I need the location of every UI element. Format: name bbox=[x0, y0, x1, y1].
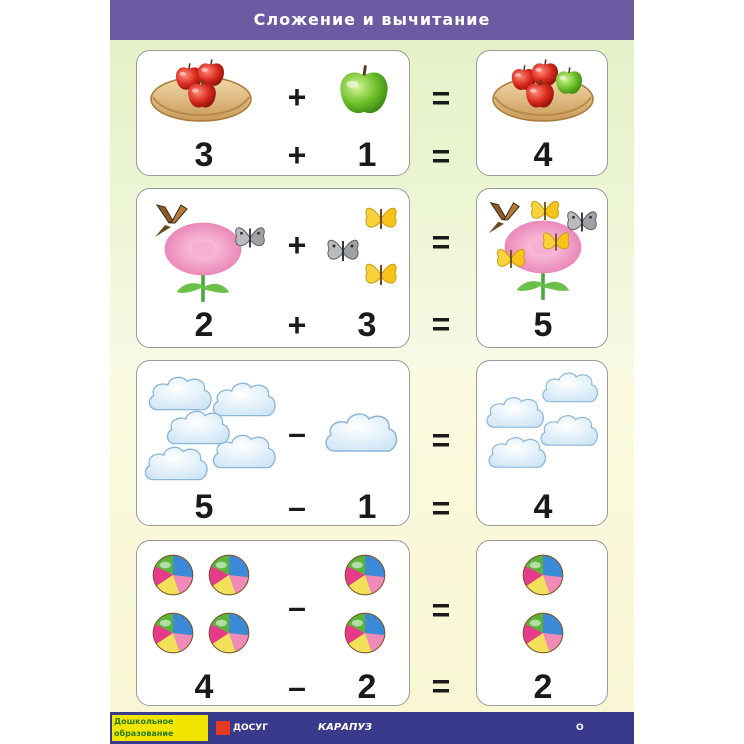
ball-icon bbox=[521, 553, 565, 597]
result-card-row2 bbox=[476, 188, 608, 348]
page-title: Сложение и вычитание bbox=[110, 0, 634, 40]
row1-result-number: 4 bbox=[533, 136, 553, 174]
equation-card-row1 bbox=[136, 50, 410, 176]
row1-right-number: 1 bbox=[357, 136, 377, 174]
footer-bar bbox=[110, 712, 634, 744]
equals-sign-picture-row2: = bbox=[431, 224, 451, 260]
row2-operator: + bbox=[287, 307, 307, 343]
equals-sign-row1: = bbox=[431, 138, 451, 174]
equals-sign-picture-row4: = bbox=[431, 592, 451, 628]
flower-with-butterflies-icon bbox=[147, 197, 275, 309]
ball-icon bbox=[207, 611, 251, 655]
plus-sign: + bbox=[287, 79, 307, 115]
row2-left-number: 2 bbox=[194, 306, 214, 344]
butterflies-icon bbox=[321, 197, 403, 305]
row4-operator: – bbox=[288, 669, 306, 705]
row2-right-number: 3 bbox=[357, 306, 377, 344]
green-apple-icon bbox=[335, 61, 393, 119]
row1-operator: + bbox=[287, 137, 307, 173]
minus-sign-picture-row3: – bbox=[288, 415, 306, 451]
row4-left-number: 4 bbox=[194, 668, 214, 706]
publisher-logo: О bbox=[576, 723, 584, 733]
row3-right-number: 1 bbox=[357, 488, 377, 526]
plus-sign-picture-row2: + bbox=[287, 227, 307, 263]
row1-left-number: 3 bbox=[194, 136, 214, 174]
ball-icon bbox=[343, 611, 387, 655]
flower-with-butterflies-icon bbox=[483, 193, 603, 307]
row3-result-number: 4 bbox=[533, 488, 553, 526]
equation-card-row3 bbox=[136, 360, 410, 526]
equals-sign-row3: = bbox=[431, 490, 451, 526]
row4-result-number: 2 bbox=[533, 668, 553, 706]
ball-icon bbox=[343, 553, 387, 597]
apple-basket-icon bbox=[147, 55, 255, 125]
equation-card-row4 bbox=[136, 540, 410, 706]
cloud-icon bbox=[321, 407, 401, 457]
ball-icon bbox=[207, 553, 251, 597]
equals-sign-picture-row1: = bbox=[431, 80, 451, 116]
ball-icon bbox=[151, 553, 195, 597]
equals-sign-row2: = bbox=[431, 306, 451, 342]
ball-icon bbox=[151, 611, 195, 655]
dosug-logo bbox=[216, 718, 268, 738]
equation-card-row2 bbox=[136, 188, 410, 348]
row3-operator: – bbox=[288, 489, 306, 525]
clouds-group-icon bbox=[141, 369, 297, 487]
result-card-row3 bbox=[476, 360, 608, 526]
row4-right-number: 2 bbox=[357, 668, 377, 706]
preschool-education-logo: Дошкольное образование bbox=[112, 715, 208, 741]
karapuz-logo: КАРАПУЗ bbox=[318, 722, 373, 733]
result-card-row4 bbox=[476, 540, 608, 706]
poster bbox=[110, 0, 634, 744]
apple-basket-with-green-apple-icon bbox=[489, 55, 597, 125]
equals-sign-row4: = bbox=[431, 668, 451, 704]
clouds-group-icon bbox=[481, 367, 605, 475]
equals-sign-picture-row3: = bbox=[431, 422, 451, 458]
dosug-logo-text: ДОСУГ bbox=[233, 723, 268, 733]
ball-icon bbox=[521, 611, 565, 655]
minus-sign-picture-row4: – bbox=[288, 589, 306, 625]
result-card-row1 bbox=[476, 50, 608, 176]
row2-result-number: 5 bbox=[533, 306, 553, 344]
row3-left-number: 5 bbox=[194, 488, 214, 526]
dosug-logo-mark bbox=[216, 721, 230, 735]
